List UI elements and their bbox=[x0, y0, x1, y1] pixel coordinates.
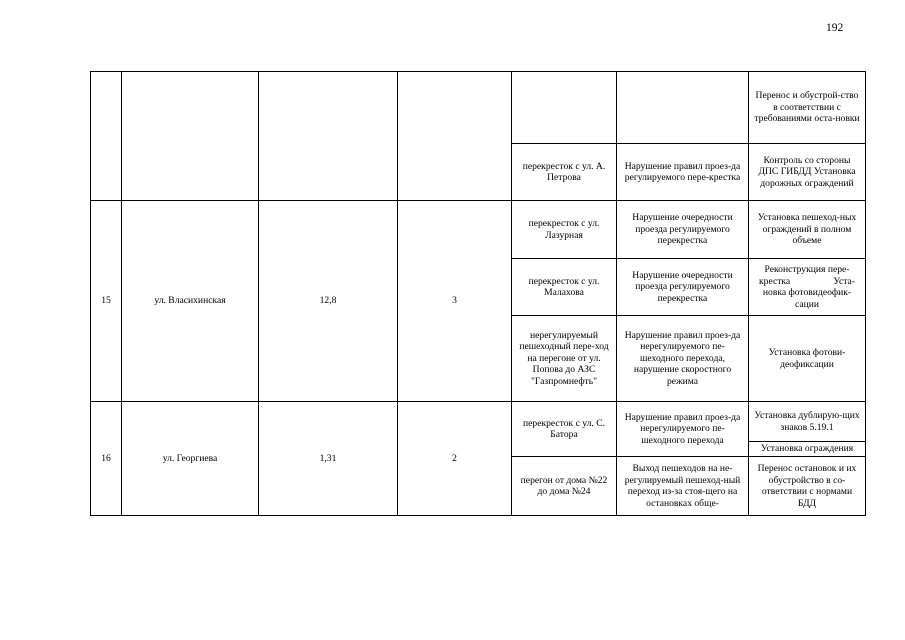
cell-num: 15 bbox=[91, 201, 122, 402]
cell-num: 16 bbox=[91, 402, 122, 516]
cell-location: перегон от дома №22 до дома №24 bbox=[512, 457, 617, 516]
table-row bbox=[91, 402, 866, 442]
cell-measure: Установка фотови-деофиксации bbox=[749, 316, 866, 402]
cell-measure: Установка пешеход-ных ограждений в полном объеме bbox=[749, 201, 866, 259]
cell-measure bbox=[749, 259, 866, 316]
cell-violation: Нарушение очередности проезда регулируемого перекрестка bbox=[617, 259, 749, 316]
cell-num-cont bbox=[91, 72, 122, 201]
measure-line-justified bbox=[753, 276, 861, 288]
cell-length: 1,31 bbox=[259, 402, 398, 516]
cell-street: ул. Власихинская bbox=[122, 201, 259, 402]
cell-location: перекресток с ул. Малахова bbox=[512, 259, 617, 316]
cell-violation-empty bbox=[617, 72, 749, 144]
road-safety-table bbox=[90, 71, 866, 516]
cell-violation: Нарушение очередности проезда регулируемого перекрестка bbox=[617, 201, 749, 259]
measure-word: Уста- bbox=[833, 275, 855, 287]
table-row bbox=[91, 201, 866, 259]
cell-location: перекресток с ул. Лазурная bbox=[512, 201, 617, 259]
cell-measure: Установка дублирую-щих знаков 5.19.1 bbox=[749, 402, 866, 442]
cell-street-cont bbox=[122, 72, 259, 201]
page-number: 192 bbox=[826, 22, 844, 34]
cell-length-cont bbox=[259, 72, 398, 201]
cell-location: нерегулируемый пешеходный пере-ход на перегоне от ул. Попова до АЗС "Газпромнефть" bbox=[512, 316, 617, 402]
cell-violation: Выход пешеходов на не-регулируемый пешеход-ный переход из-за стоя-щего на остановках обще- bbox=[617, 457, 749, 516]
measure-line: Реконструкция пере- bbox=[764, 264, 850, 275]
cell-location: перекресток с ул. С. Батора bbox=[512, 402, 617, 457]
cell-measure: Установка ограждения bbox=[749, 442, 866, 457]
cell-violation: Нарушение правил проез-да нерегулируемого пе-шеходного перехода bbox=[617, 402, 749, 457]
cell-count: 3 bbox=[398, 201, 512, 402]
measure-word: крестка bbox=[759, 275, 791, 287]
cell-street: ул. Георгиева bbox=[122, 402, 259, 516]
cell-violation: Нарушение правил проез-да нерегулируемого пе-шеходного перехода, нарушение скоростного режима bbox=[617, 316, 749, 402]
cell-violation: Нарушение правил проез-да регулируемого пере-крестка bbox=[617, 144, 749, 201]
cell-measure: Контроль со стороны ДПС ГИБДД Установка дорожных ограждений bbox=[749, 144, 866, 201]
cell-measure: Перенос остановок и их обустройство в со-ответствии с нормами БДД bbox=[749, 457, 866, 516]
measure-line: новка фотовидеофик-сации bbox=[762, 287, 852, 310]
cell-count-cont bbox=[398, 72, 512, 201]
table-row bbox=[91, 72, 866, 144]
cell-count: 2 bbox=[398, 402, 512, 516]
cell-location-empty bbox=[512, 72, 617, 144]
cell-measure: Перенос и обустрой-ство в соответствии с требованиями оста-новки bbox=[749, 72, 866, 144]
cell-length: 12,8 bbox=[259, 201, 398, 402]
cell-location: перекресток с ул. А. Петрова bbox=[512, 144, 617, 201]
